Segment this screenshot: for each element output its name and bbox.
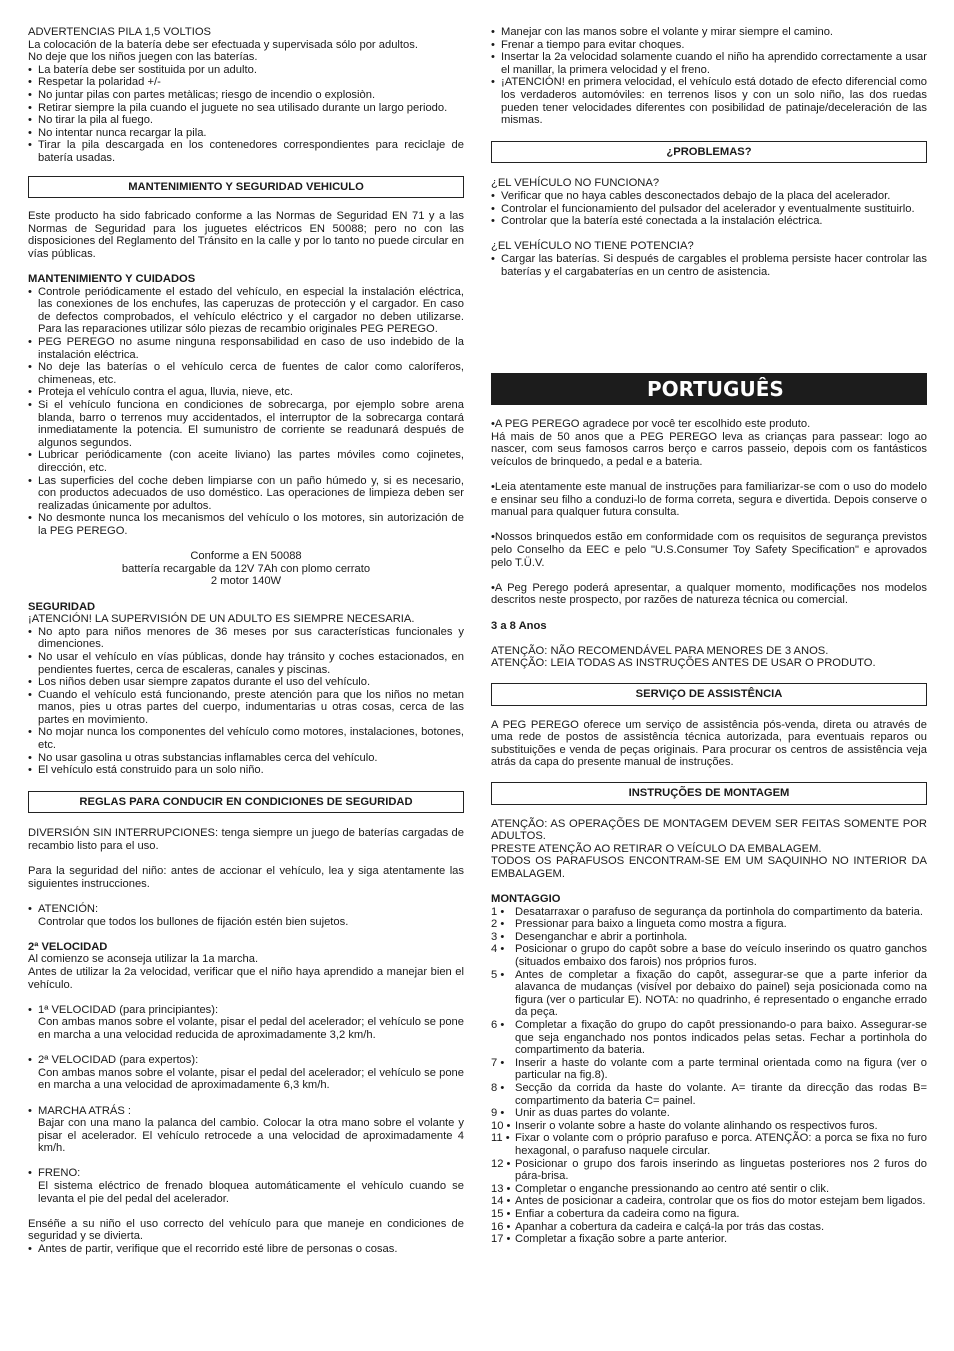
attention-list: [28, 903, 464, 916]
step-number: 9 •: [491, 1107, 505, 1120]
pt-paragraph-2: •Leia atentamente este manual de instruções para familiarizar-se com o uso do modelo e ensinar seu filho a conduzi-lo de forma correta, segura e divertida. Depois conserve o manual para qualquer futura consulta.: [491, 481, 927, 519]
teach-list: [28, 1243, 464, 1256]
list-item: • Cargar las baterías. Si después de cargables el problema persiste hacer controlar las baterías y el cargabaterías en un centro de asistencia.: [491, 253, 927, 278]
step-item: [491, 1120, 927, 1133]
list-item: • Respetar la polaridad +/-: [28, 76, 464, 89]
step-item: [491, 918, 927, 931]
assembly-steps: [491, 906, 927, 1246]
list-item: • Controle periódicamente el estado del vehículo, en especial la instalación eléctrica, las conexiones de los enchufes, las caperuzas de protección y el cargador. En caso de defectos comprobados, el vehículo eléctrico y el cargador no deben utilizarse. Para las reparaciones utilizar sólo piezas de recambio originales PEG PEREGO.: [28, 286, 464, 336]
attention-label: • ATENCIÓN:: [28, 903, 464, 916]
driving-list: [491, 26, 927, 127]
step-text: Desenganchar e abrir a portinhola.: [515, 930, 688, 943]
step-number: 3 •: [491, 930, 505, 943]
list-item: • No deje las baterías o el vehículo cerca de fuentes de calor como caloríferos, chimeneas, etc.: [28, 361, 464, 386]
step-number: 16 •: [491, 1220, 511, 1233]
step-item: [491, 969, 927, 1019]
conformity-line-2: battería recargable da 12V 7Ah con plomo cerrato: [121, 562, 371, 575]
step-item: [491, 1221, 927, 1234]
problem-1-list: [491, 190, 927, 228]
step-item: [491, 1208, 927, 1221]
step-text: Completar a fixação do grupo do capôt pressionando-o para baixo. Assegurar-se que seja enganchado nos pontos indicados pelas setas. Fechar a portinhola do compartimento da bateria.: [515, 1019, 927, 1057]
step-item: [491, 906, 927, 919]
conformity-line-1: Conforme a EN 50088: [190, 550, 302, 563]
step-number: 15 •: [491, 1207, 511, 1220]
step-number: 6 •: [491, 1019, 505, 1032]
assembly-warning-2: PRESTE ATENÇÃO AO RETIRAR O VEÍCULO DA EMBALAGEM.: [491, 842, 822, 855]
section-heading-assembly: INSTRUÇÕES DE MONTAGEM: [491, 782, 927, 805]
step-item: [491, 1082, 927, 1107]
list-item: • Proteja el vehículo contra el agua, lluvia, nieve, etc.: [28, 386, 464, 399]
battery-title: ADVERTENCIAS PILA 1,5 VOLTIOS: [28, 26, 212, 38]
list-item: • Antes de partir, verifique que el recorrido esté libre de personas o cosas.: [28, 1243, 464, 1256]
problem-2-list: [491, 253, 927, 278]
list-item: • ¡ATENCIÓN! en primera velocidad, el vehículo está dotado de efecto diferencial como los verdaderos automóviles: en terrenos lisos y con un solo niño, las dos ruedas pueden tener velocidades diferentes con posibilidad de patinaje/deceleración de las mismas.: [491, 76, 927, 126]
warning-1: ATENÇÃO: NÃO RECOMENDÁVEL PARA MENORES DE 3 ANOS.: [491, 644, 829, 657]
step-number: 10 •: [491, 1119, 511, 1132]
list-item: • No desmonte nunca los mecanismos del vehículo o los motores, sin autorización de la PEG PEREGO.: [28, 512, 464, 537]
speed2-paragraph-1: Al comienzo se aconseja utilizar la 1a marcha.: [28, 953, 259, 966]
step-number: 1 •: [491, 905, 505, 918]
step-item: [491, 1158, 927, 1183]
list-item: • No juntar pilas con partes metàlicas; riesgo de incendio o explosiòn.: [28, 89, 464, 102]
conformity-line-3: 2 motor 140W: [210, 575, 282, 588]
section-heading-service: SERVIÇO DE ASSISTÊNCIA: [491, 683, 927, 706]
step-number: 13 •: [491, 1182, 511, 1195]
care-list: [28, 286, 464, 538]
step-text: Posicionar o grupo dos farois inserindo as linguetas posteriores nos 2 furos do pára-brisa.: [515, 1157, 927, 1183]
step-text: Antes de posicionar a cadeira, controlar que os fios do motor estejam bem ligados.: [515, 1195, 926, 1208]
problem-question-1: ¿EL VEHÍCULO NO FUNCIONA?: [491, 177, 660, 190]
step-item: [491, 1019, 927, 1057]
step-text: Unir as duas partes do volante.: [515, 1107, 670, 1120]
step-item: [491, 943, 927, 968]
pt-paragraph-1a: •A PEG PEREGO agradece por você ter escolhido este produto.: [491, 418, 811, 431]
step-text: Fixar o volante com o próprio parafuso e porca. ATENÇÃO: a porca se fixa no furo hexagonal, o parafuso naquele circular.: [515, 1132, 927, 1157]
pt-paragraph-1b: Há mais de 50 anos que a PEG PEREGO leva as crianças para passear: logo ao nascer, com seus famosos carros berço e carros passeio, depois com os fantásticos veículos de brinquedo, a pedal e a bateria.: [491, 430, 927, 468]
battery-intro2: No deje que los niños juegen con las baterías.: [28, 51, 258, 64]
list-item: • Frenar a tiempo para evitar choques.: [491, 39, 927, 52]
speed2-list: [28, 1054, 464, 1067]
reverse-list: [28, 1105, 464, 1118]
step-text: Completar o enganche pressionando ao centro até sentir o clik.: [515, 1182, 830, 1195]
reverse-text: Bajar con una mano la palanca del cambio. Colocar la otra mano sobre el volante y pisar el acelerador. El vehículo retrocede a una velocidad de aproximadamente 4 km/h.: [38, 1117, 464, 1155]
step-item: [491, 1132, 927, 1157]
left-column: [28, 26, 464, 1256]
speed2-text: Con ambas manos sobre el volante, pisar el pedal del acelerador; el vehículo se pone en marcha a una velocidad de aproximadamente 6,3 km/h.: [38, 1066, 464, 1092]
speed2-title: 2ª VELOCIDAD: [28, 940, 108, 953]
assembly-warning-3: TODOS OS PARAFUSOS ENCONTRAM-SE EM UM SAQUINHO NO INTERIOR DA EMBALAGEM.: [491, 855, 927, 880]
safety-list: [28, 626, 464, 777]
speed2-label: • 2ª VELOCIDAD (para expertos):: [28, 1054, 464, 1067]
step-number: 17 •: [491, 1233, 511, 1246]
step-number: 14 •: [491, 1195, 511, 1208]
list-item: • No usar gasolina u otras substancias inflamables cerca del vehículo.: [28, 752, 464, 765]
section-heading-problems: ¿PROBLEMAS?: [491, 141, 927, 164]
teach-paragraph: Enséñe a su niño el uso correcto del vehículo para que maneje en condiciones de seguridad y se divierta.: [28, 1217, 464, 1243]
step-text: Apanhar a cobertura da cadeira e calçá-la por trás das costas.: [515, 1220, 825, 1233]
step-item: [491, 1183, 927, 1196]
list-item: • No intentar nunca recargar la pila.: [28, 127, 464, 140]
list-item: • No mojar nunca los componentes del vehículo como motores, instalaciones, botones, etc.: [28, 726, 464, 751]
rules-paragraph-1: DIVERSIÓN SIN INTERRUPCIONES: tenga siempre un juego de baterías cargadas de recambio listo para el uso.: [28, 827, 464, 853]
list-item: • PEG PEREGO no asume ninguna responsabilidad en caso de uso indebido de la instalación eléctrica.: [28, 336, 464, 361]
step-text: Pressionar para baixo a lingueta como mostra a figura.: [515, 918, 787, 931]
language-heading: PORTUGUÊS: [491, 373, 927, 405]
brake-text: El sistema eléctrico de frenado bloquea automáticamente el vehículo cuando se levanta el pie del pedal del acelerador.: [38, 1180, 464, 1205]
assembly-warning-1: ATENÇÃO: AS OPERAÇÕES DE MONTAGEM DEVEM SER FEITAS SOMENTE POR ADULTOS.: [491, 817, 927, 843]
step-text: Antes de completar a fixação do capôt, assegurar-se que a parte inferior da alavanca de mudanças (visível por debaixo do painel) seja posicionada como na figura (ver o particular E). NOTA: no quadrinho, é representado o enganche errado da peça.: [515, 968, 927, 1019]
step-text: Completar a fixação sobre a parte anterior.: [515, 1233, 728, 1246]
step-number: 12 •: [491, 1157, 511, 1170]
list-item: • No usar el vehículo en vías públicas, donde hay tránsito y coches estacionados, en pendientes fuertes, cerca de escaleras, canales y piscinas.: [28, 651, 464, 676]
speed1-list: [28, 1004, 464, 1017]
step-number: 2 •: [491, 918, 505, 931]
speed1-text: Con ambas manos sobre el volante, pisar el pedal del acelerador; el vehículo se pone en marcha a una velocidad reducida de aproximadamente 3,2 km/h.: [38, 1016, 464, 1041]
safety-warning: ¡ATENCIÓN! LA SUPERVISIÓN DE UN ADULTO ES SIEMPRE NECESARIA.: [28, 613, 415, 626]
step-item: [491, 1107, 927, 1120]
step-text: Secção da corrida da haste do volante. A= tirante da direcção das rodas B= compartimento da bateria C= painel.: [515, 1082, 927, 1107]
list-item: • El vehículo está construido para un solo niño.: [28, 764, 464, 777]
list-item: • Lubricar periódicamente (con aceite liviano) las partes móviles como cojinetes, dirección, etc.: [28, 449, 464, 474]
list-item: • Verificar que no haya cables desconectados debajo de la placa del acelerador.: [491, 190, 927, 203]
step-text: Enfiar a cobertura da cadeira como na figura.: [515, 1207, 740, 1220]
list-item: • Insertar la 2a velocidad solamente cuando el niño ha aprendido correctamente a usar el manillar, la primera velocidad y el freno.: [491, 51, 927, 76]
list-item: • Cuando el vehículo está funcionando, preste atención para que los niños no metan manos, pies u otras partes del cuerpo, indumentarias u otras cosas, cerca de las partes en movimiento.: [28, 689, 464, 727]
montaggio-title: MONTAGGIO: [491, 893, 561, 906]
step-number: 11 •: [491, 1132, 510, 1145]
list-item: • La batería debe ser sostituida por un adulto.: [28, 64, 464, 77]
list-item: • Si el vehículo funciona en condiciones de sobrecarga, por ejemplo sobre arena blanda, barro o terrenos muy accidentados, el interruptor de la sobrecarga contará inmediatamente la potencia. El sumunistro de corriente se readunará después de algunos segundos.: [28, 399, 464, 449]
step-item: [491, 1057, 927, 1082]
battery-list: [28, 64, 464, 165]
list-item: • Retirar siempre la pila cuando el juguete no sea utilisado durante un largo periodo.: [28, 102, 464, 115]
step-item: [491, 931, 927, 944]
step-number: 7 •: [491, 1056, 505, 1069]
maintenance-intro: Este producto ha sido fabricado conforme a las Normas de Seguridad EN 71 y a las Normas de Seguridad para los juguetes eléctricos EN 50088; pero no con las disposiciones del Reglamento del Tránsito en la calle y por lo tanto no puede circular en vías públicas.: [28, 210, 464, 260]
rules-paragraph-2: Para la seguridad del niño: antes de accionar el vehículo, lea y siga atentamente las siguientes instrucciones.: [28, 865, 464, 890]
list-item: • Manejar con las manos sobre el volante y mirar siempre el camino.: [491, 26, 927, 39]
step-number: 8 •: [491, 1082, 505, 1094]
step-item: [491, 1195, 927, 1208]
section-heading-driving-rules: REGLAS PARA CONDUCIR EN CONDICIONES DE SEGURIDAD: [28, 791, 464, 814]
pt-paragraph-4: •A Peg Perego poderá apresentar, a qualquer momento, modificações nos modelos descritos neste prospecto, por razões de natureza técnica ou comercial.: [491, 581, 927, 607]
pt-paragraph-3: •Nossos brinquedos estão em conformidade com os requisitos de segurança previstos pelo Conselho da EEC e pelo "U.S.Consumer Toy Safety Specification" e aprovados pelo T.Ü.V.: [491, 531, 927, 569]
list-item: • Las superficies del coche deben limpiarse con un paño húmedo y, si es necesario, con productos adecuados de uso doméstico. Las operaciones de limpieza deben ser realizadas únicamente por adultos.: [28, 475, 464, 513]
right-column: [491, 26, 927, 1246]
list-item: • Controlar el funcionamiento del pulsador del acelerador y eventualmente sustituirlo.: [491, 203, 927, 216]
step-item: [491, 1233, 927, 1246]
brake-label: • FRENO:: [28, 1167, 464, 1180]
step-text: Inserir a haste do volante com a parte terminal orientada como na figura (ver o particular na fig.8).: [515, 1056, 927, 1082]
step-number: 5 •: [491, 968, 505, 981]
attention-text: Controlar que todos los bullones de fijación estén bien sujetos.: [38, 915, 349, 928]
list-item: • Tirar la pila descargada en los contenedores correspondientes para reciclaje de batería usadas.: [28, 139, 464, 164]
step-text: Posicionar o grupo do capôt sobre a base do veículo inserindo os quatro ganchos (situados embaixo dos farois) nos próprios furos.: [515, 943, 927, 969]
battery-intro: La colocación de la batería debe ser efectuada y supervisada sólo por adultos.: [28, 38, 418, 51]
section-heading-maintenance: MANTENIMIENTO Y SEGURIDAD VEHICULO: [28, 176, 464, 199]
warning-2: ATENÇÃO: LEIA TODAS AS INSTRUÇÕES ANTES DE USAR O PRODUTO.: [491, 657, 876, 670]
service-text: A PEG PEREGO oferece um serviço de assistência pós-venda, direta ou através de uma rede de postos de assistência técnica autorizada, para eventuais reparos ou substituições e venda de peças originais. Para procurar os centros de assistência veja atrás da capa do presente manual de instruções.: [491, 718, 927, 769]
brake-list: [28, 1167, 464, 1180]
problem-question-2: ¿EL VEHÍCULO NO TIENE POTENCIA?: [491, 240, 694, 253]
speed1-label: • 1ª VELOCIDAD (para principiantes):: [28, 1004, 464, 1017]
list-item: • No tirar la pila al fuego.: [28, 114, 464, 127]
step-text: Desatarraxar o parafuso de segurança da portinhola do compartimento da bateria.: [515, 905, 923, 918]
step-text: Inserir o volante sobre a haste do volante alinhando os respectivos furos.: [515, 1119, 878, 1132]
list-item: • Controlar que la batería esté conectada a la instalación eléctrica.: [491, 215, 927, 228]
age-range: 3 a 8 Anos: [491, 619, 547, 632]
step-number: 4 •: [491, 943, 505, 956]
speed2-paragraph-2: Antes de utilizar la 2a velocidad, verificar que el niño haya aprendido a manejar bien el vehículo.: [28, 965, 464, 991]
safety-title: SEGURIDAD: [28, 600, 96, 613]
list-item: • Los niños deben usar siempre zapatos durante el uso del vehículo.: [28, 676, 464, 689]
list-item: • No apto para niños menores de 36 meses por sus características funcionales y dimenciones.: [28, 626, 464, 651]
reverse-label: • MARCHA ATRÁS :: [28, 1105, 464, 1118]
care-title: MANTENIMIENTO Y CUIDADOS: [28, 273, 196, 286]
